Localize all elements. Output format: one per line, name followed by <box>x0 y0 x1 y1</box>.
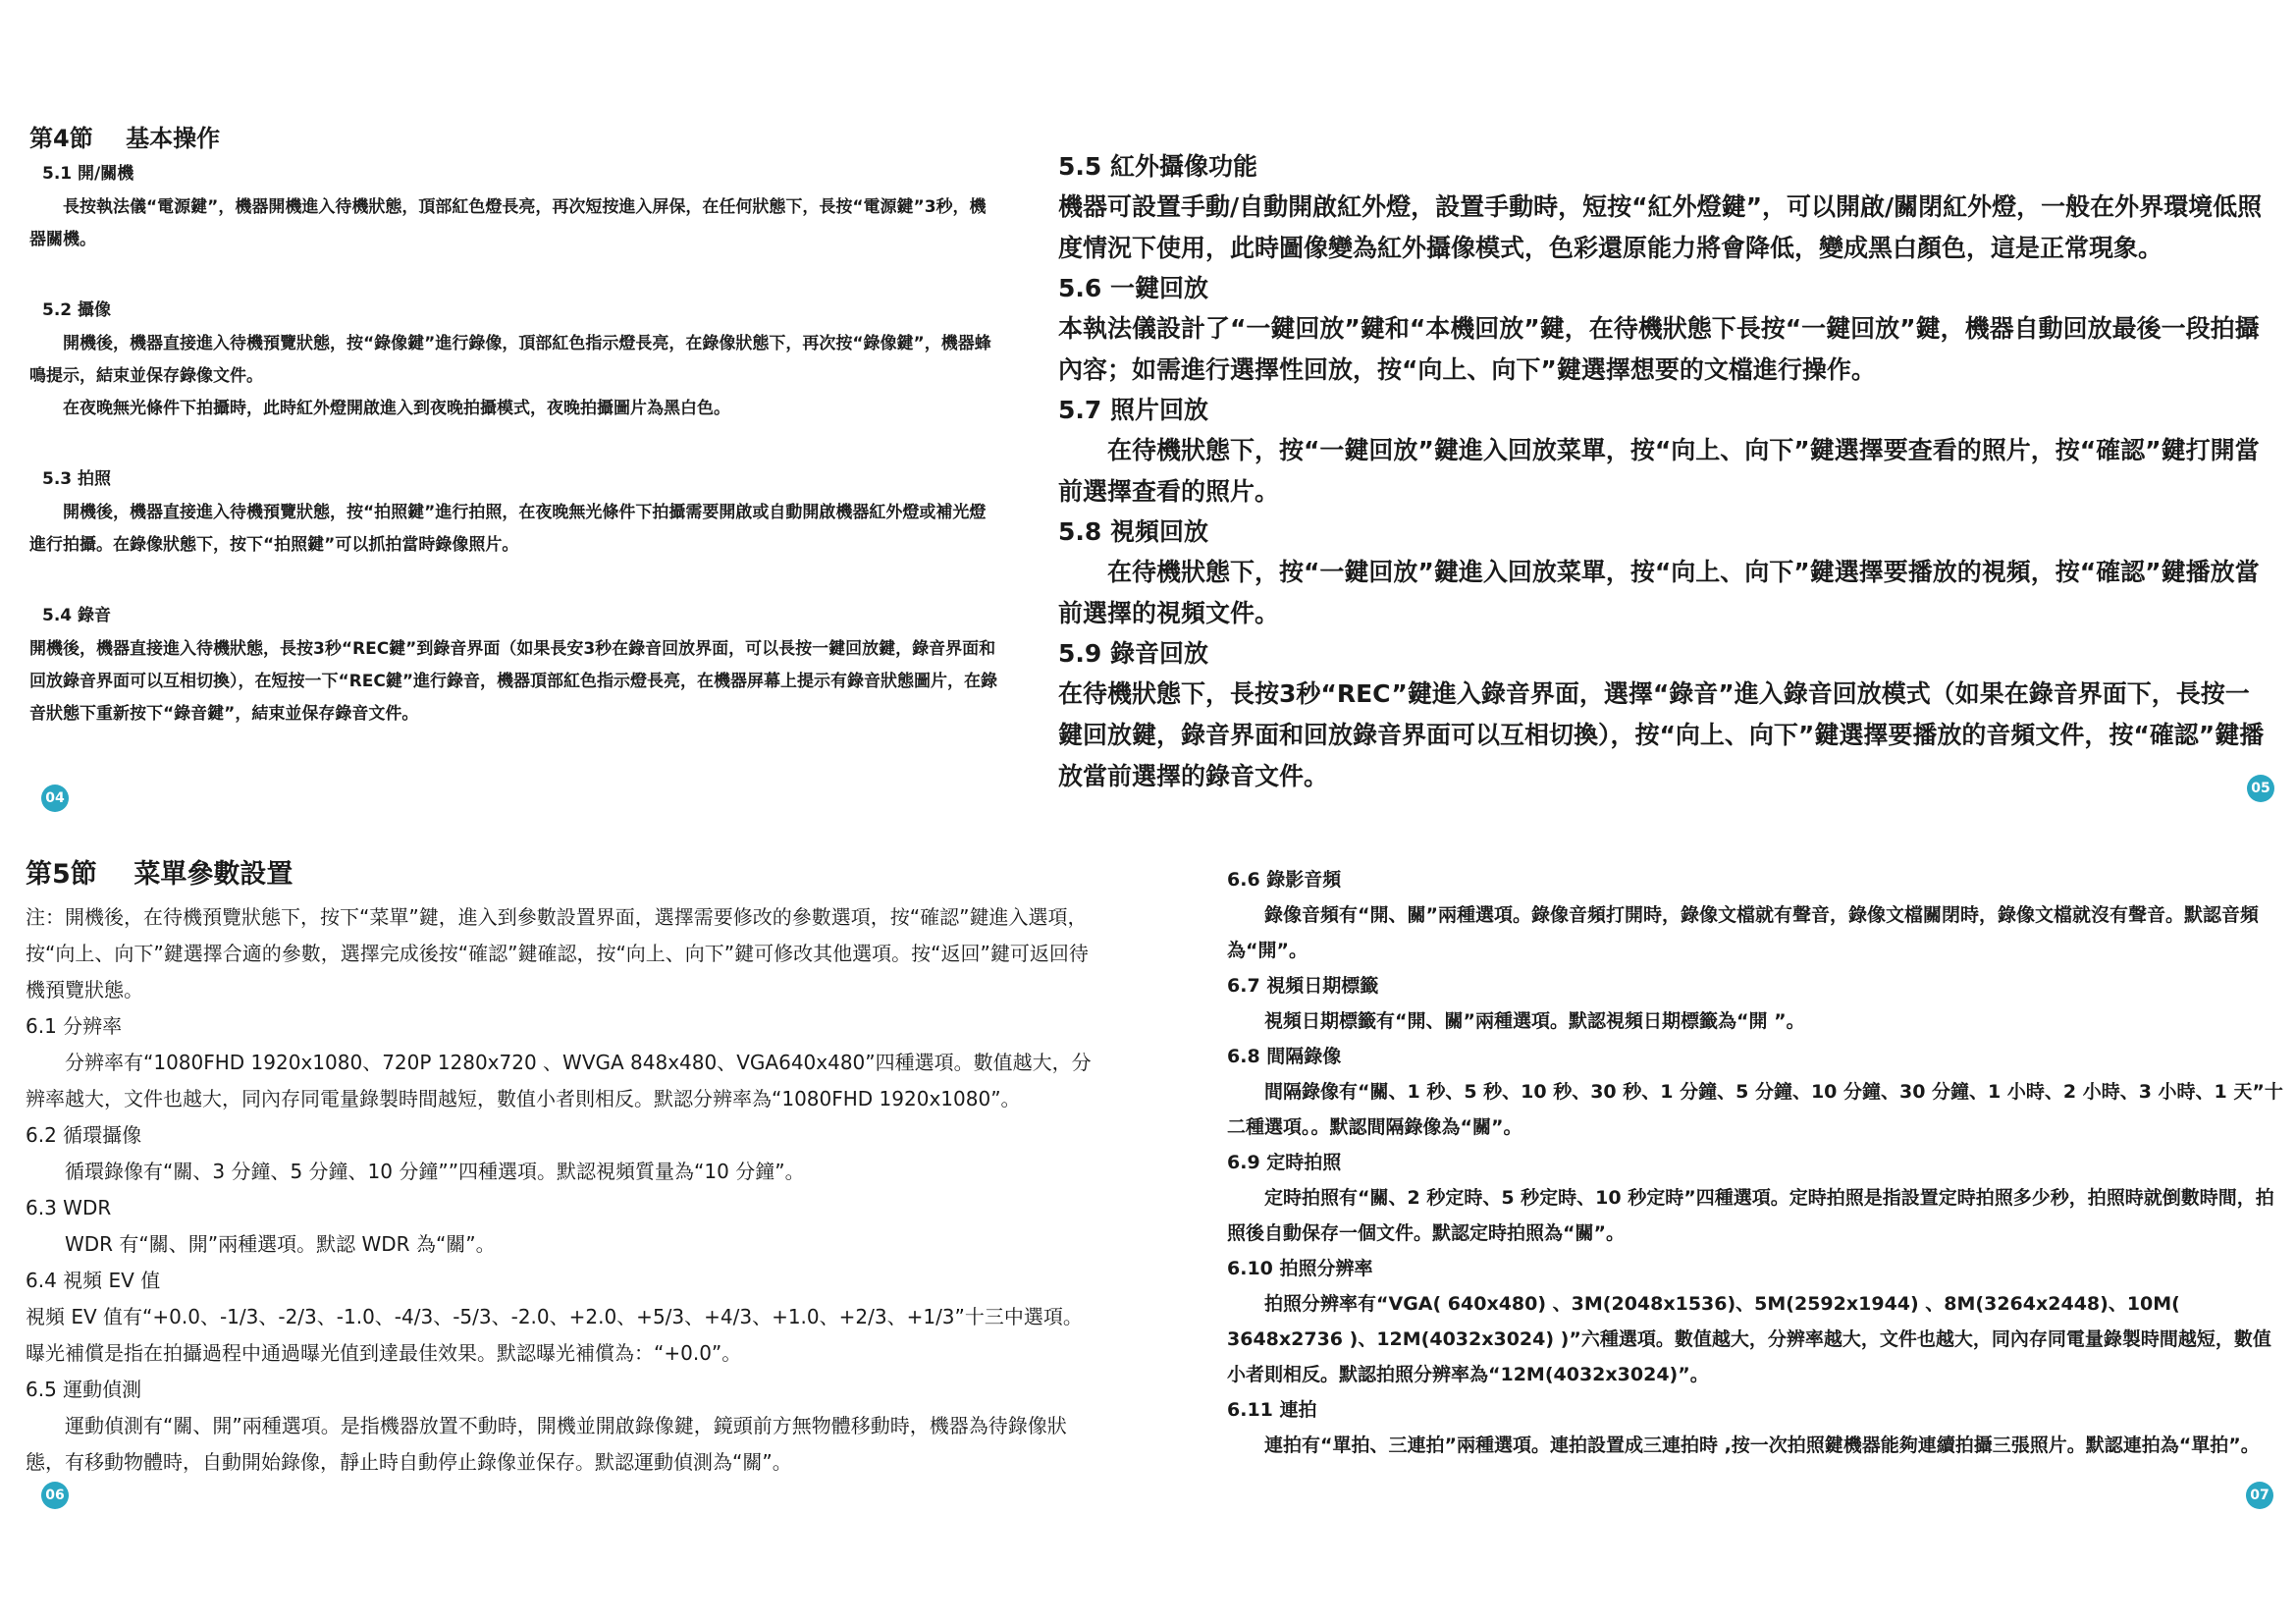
section-title: 5.2 攝像 <box>42 300 112 320</box>
section-title: 6.2 循環攝像 <box>26 1123 142 1147</box>
page-number-badge: 07 <box>2246 1482 2273 1509</box>
section-paragraph: 分辨率有“1080FHD 1920x1080、720P 1280x720 、WVGA 848x480、VGA640x480”四種選項。數值越大，分辨率越大，文件也越大，同內存同電量錄製時間越短，數值小者則相反。默認分辨率為“1080FHD 1920x1080”。 <box>26 1051 1092 1110</box>
page-number-badge: 05 <box>2247 775 2274 802</box>
page-number-badge: 04 <box>41 785 69 812</box>
page-04 <box>29 120 1001 817</box>
section-title: 6.1 分辨率 <box>26 1014 123 1038</box>
section-paragraph: 在夜晚無光條件下拍攝時，此時紅外燈開啟進入到夜晚拍攝模式，夜晚拍攝圖片為黑白色。 <box>63 399 730 418</box>
section-title: 6.4 視頻 EV 值 <box>26 1269 161 1292</box>
section-paragraph: 本執法儀設計了“一鍵回放”鍵和“本機回放”鍵，在待機狀態下長按“一鍵回放”鍵，機器自動回放最後一段拍攝內容；如需進行選擇性回放，按“向上、向下”鍵選擇想要的文檔進行操作。 <box>1058 314 2260 384</box>
section-title: 5.1 開/關機 <box>42 164 134 184</box>
section-title: 6.9 定時拍照 <box>1227 1152 1342 1173</box>
menu-note: 注：開機後，在待機預覽狀態下，按下“菜單”鍵，進入到參數設置界面，選擇需要修改的參數選項，按“確認”鍵進入選項，按“向上、向下”鍵選擇合適的參數，選擇完成後按“確認”鍵確認，按“向上、向下”鍵可修改其他選項。按“返回”鍵可返回待機預覽狀態。 <box>26 905 1089 1001</box>
section-title: 5.7 照片回放 <box>1058 396 1208 424</box>
section-paragraph: 運動偵測有“關、開”兩種選項。是指機器放置不動時，開機並開啟錄像鍵，鏡頭前方無物體移動時，機器為待錄像狀態，有移動物體時，自動開始錄像，靜止時自動停止錄像並保存。默認運動偵測為“關”。 <box>26 1414 1067 1474</box>
section-paragraph: 定時拍照有“關、2 秒定時、5 秒定時、10 秒定時”四種選項。定時拍照是指設置定時拍照多少秒，拍照時就倒數時間，拍照後自動保存一個文件。默認定時拍照為“關”。 <box>1227 1187 2274 1244</box>
section-paragraph: 連拍有“單拍、三連拍”兩種選項。連拍設置成三連拍時 ,按一次拍照鍵機器能夠連續拍攝三張照片。默認連拍為“單拍”。 <box>1264 1435 2260 1456</box>
chapter-title: 第4節 基本操作 <box>29 125 221 152</box>
section-paragraph: 機器可設置手動/自動開啟紅外燈，設置手動時，短按“紅外燈鍵”，可以開啟/關閉紅外燈，一般在外界環境低照度情況下使用，此時圖像變為紅外攝像模式，色彩還原能力將會降低，變成黑白顏色，這是正常現象。 <box>1058 192 2263 262</box>
section-title: 5.8 視頻回放 <box>1058 517 1208 546</box>
section-title: 6.10 拍照分辨率 <box>1227 1258 1373 1279</box>
section-title: 6.6 錄影音頻 <box>1227 869 1342 891</box>
section-paragraph: 開機後，機器直接進入待機預覽狀態，按“錄像鍵”進行錄像，頂部紅色指示燈長亮，在錄像狀態下，再次按“錄像鍵”，機器蜂鳴提示，結束並保存錄像文件。 <box>29 334 991 386</box>
section-paragraph: 錄像音頻有“開、關”兩種選項。錄像音頻打開時，錄像文檔就有聲音，錄像文檔關閉時，錄像文檔就沒有聲音。默認音頻為“開”。 <box>1227 904 2259 961</box>
section-paragraph: 循環錄像有“關、3 分鐘、5 分鐘、10 分鐘””四種選項。默認視頻質量為“10 分鐘”。 <box>65 1160 805 1183</box>
section-paragraph: 開機後，機器直接進入待機預覽狀態，按“拍照鍵”進行拍照，在夜晚無光條件下拍攝需要開啟或自動開啟機器紅外燈或補光燈進行拍攝。在錄像狀態下，按下“拍照鍵”可以抓拍當時錄像照片。 <box>29 503 987 555</box>
section-title: 5.6 一鍵回放 <box>1058 274 1208 302</box>
chapter-title: 第5節 菜單參數設置 <box>26 859 294 890</box>
section-paragraph: 拍照分辨率有“VGA( 640x480) 、3M(2048x1536)、5M(2592x1944) 、8M(3264x2448)、10M( 3648x2736 )、12M(4032x3024) )”六種選項。數值越大，分辨率越大，文件也越大，同內存同電量錄製時間越短，數值小者則相反。默認拍照分辨率為“12M(4032x3024)”。 <box>1227 1293 2271 1385</box>
page-number-badge: 06 <box>41 1482 69 1509</box>
section-title: 5.5 紅外攝像功能 <box>1058 152 1257 181</box>
page-06 <box>26 854 1095 1502</box>
section-paragraph: 在待機狀態下，長按3秒“REC”鍵進入錄音界面，選擇“錄音”進入錄音回放模式（如果在錄音界面下，長按一鍵回放鍵，錄音界面和回放錄音界面可以互相切換），按“向上、向下”鍵選擇要播放的音頻文件，按“確認”鍵播放當前選擇的錄音文件。 <box>1058 679 2265 790</box>
page-05 <box>1058 147 2270 815</box>
section-title: 6.11 連拍 <box>1227 1399 1317 1421</box>
section-title: 6.3 WDR <box>26 1196 112 1219</box>
section-paragraph: 視頻 EV 值有“+0.0、-1/3、-2/3、-1.0、-4/3、-5/3、-2.0、+2.0、+5/3、+4/3、+1.0、+2/3、+1/3”十三中選項。曝光補償是指在拍攝過程中通過曝光值到達最佳效果。默認曝光補償為：“+0.0”。 <box>26 1305 1083 1365</box>
section-paragraph: 在待機狀態下，按“一鍵回放”鍵進入回放菜單，按“向上、向下”鍵選擇要播放的視頻，按“確認”鍵播放當前選擇的視頻文件。 <box>1058 558 2260 627</box>
section-paragraph: 視頻日期標籤有“開、關”兩種選項。默認視頻日期標籤為“開 ”。 <box>1264 1010 1805 1032</box>
page-07 <box>1227 862 2287 1471</box>
section-title: 6.7 視頻日期標籤 <box>1227 975 1379 997</box>
section-title: 5.3 拍照 <box>42 469 112 489</box>
section-paragraph: WDR 有“關、開”兩種選項。默認 WDR 為“關”。 <box>65 1232 496 1256</box>
section-paragraph: 在待機狀態下，按“一鍵回放”鍵進入回放菜單，按“向上、向下”鍵選擇要查看的照片，按“確認”鍵打開當前選擇查看的照片。 <box>1058 436 2260 506</box>
section-paragraph: 間隔錄像有“關、1 秒、5 秒、10 秒、30 秒、1 分鐘、5 分鐘、10 分鐘、30 分鐘、1 小時、2 小時、3 小時、1 天”十二種選項。。默認間隔錄像為“關”。 <box>1227 1081 2283 1138</box>
section-title: 5.9 錄音回放 <box>1058 639 1208 668</box>
section-title: 6.5 運動偵測 <box>26 1378 142 1401</box>
section-paragraph: 長按執法儀“電源鍵”，機器開機進入待機狀態，頂部紅色燈長亮，再次短按進入屏保，在任何狀態下，長按“電源鍵”3秒，機器關機。 <box>29 197 987 249</box>
section-title: 5.4 錄音 <box>42 606 112 625</box>
section-paragraph: 開機後，機器直接進入待機狀態，長按3秒“REC鍵”到錄音界面（如果長安3秒在錄音回放界面，可以長按一鍵回放鍵，錄音界面和回放錄音界面可以互相切換），在短按一下“REC鍵”進行錄音，機器頂部紅色指示燈長亮，在機器屏幕上提示有錄音狀態圖片，在錄音狀態下重新按下“錄音鍵”，結束並保存錄音文件。 <box>29 639 998 724</box>
section-title: 6.8 間隔錄像 <box>1227 1046 1342 1067</box>
